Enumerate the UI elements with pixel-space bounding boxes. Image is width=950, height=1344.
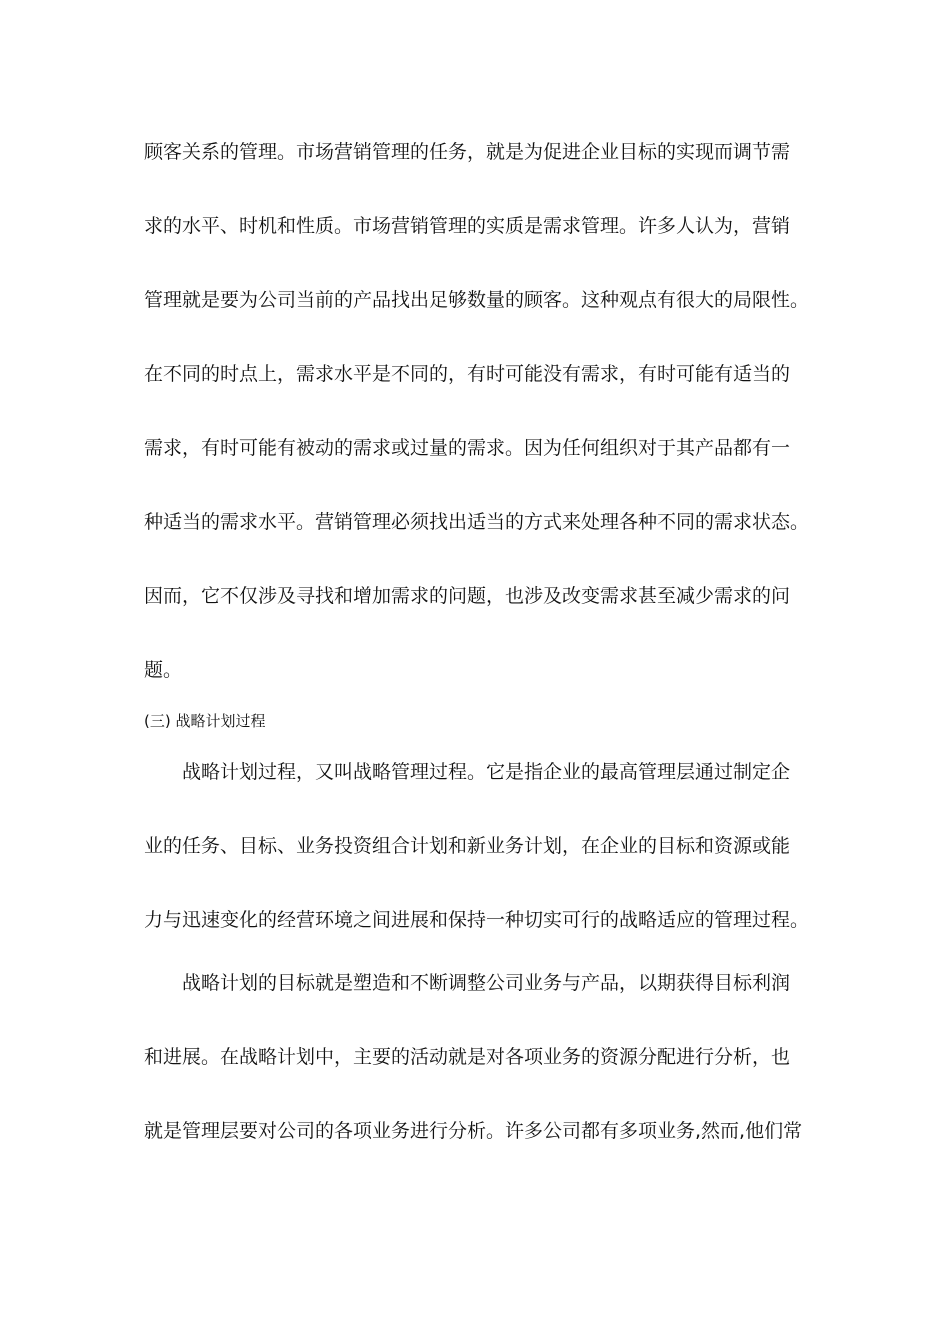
paragraph-2-line-2: 业的任务、目标、业务投资组合计划和新业务计划，在企业的目标和资源或能 [144,835,791,857]
section-heading: (三) 战略计划过程 [144,712,266,730]
paragraph-3-line-2: 和进展。在战略计划中，主要的活动就是对各项业务的资源分配进行分析，也 [144,1046,791,1068]
paragraph-1-line-7: 因而，它不仅涉及寻找和增加需求的问题，也涉及改变需求甚至减少需求的问 [144,585,791,607]
paragraph-1-line-2: 求的水平、时机和性质。市场营销管理的实质是需求管理。许多人认为，营销 [144,215,791,237]
paragraph-2-line-3: 力与迅速变化的经营环境之间进展和保持一种切实可行的战略适应的管理过程。 [144,909,810,931]
paragraph-2-line-1: 战略计划过程，又叫战略管理过程。它是指企业的最高管理层通过制定企 [182,761,791,783]
paragraph-1-line-5: 需求，有时可能有被动的需求或过量的需求。因为任何组织对于其产品都有一 [144,437,791,459]
paragraph-1-line-3: 管理就是要为公司当前的产品找出足够数量的顾客。这种观点有很大的局限性。 [144,289,810,311]
paragraph-3-line-3: 就是管理层要对公司的各项业务进行分析。许多公司都有多项业务,然而,他们常 [144,1120,803,1142]
paragraph-1-line-6: 种适当的需求水平。营销管理必须找出适当的方式来处理各种不同的需求状态。 [144,511,810,533]
paragraph-1-line-1: 顾客关系的管理。市场营销管理的任务，就是为促进企业目标的实现而调节需 [144,141,791,163]
paragraph-1-line-8: 题。 [144,659,183,681]
paragraph-1-line-4: 在不同的时点上，需求水平是不同的，有时可能没有需求，有时可能有适当的 [144,363,791,385]
paragraph-3-line-1: 战略计划的目标就是塑造和不断调整公司业务与产品，以期获得目标利润 [182,972,791,994]
